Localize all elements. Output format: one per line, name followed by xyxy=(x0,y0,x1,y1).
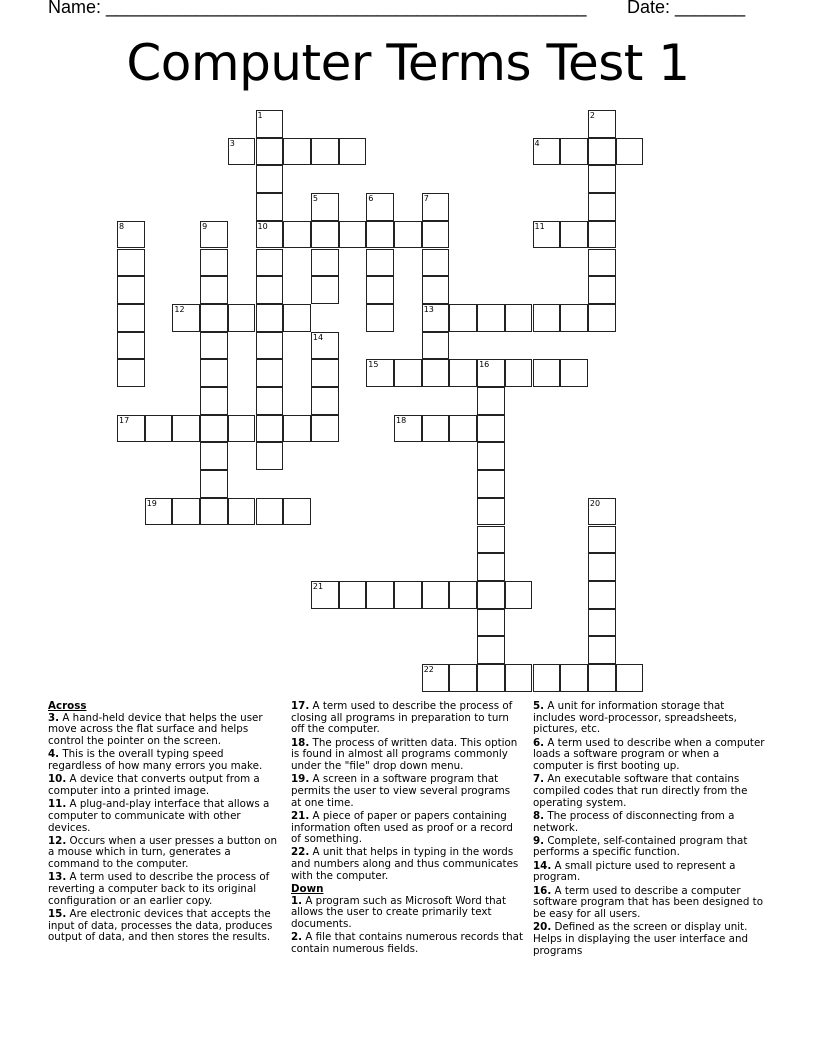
crossword-cell[interactable] xyxy=(117,332,145,360)
crossword-cell[interactable] xyxy=(200,442,228,470)
crossword-cell[interactable] xyxy=(366,304,394,332)
cell-number: 20 xyxy=(589,498,601,508)
page-title: Computer Terms Test 1 xyxy=(126,34,690,92)
crossword-cell[interactable] xyxy=(311,387,339,415)
crossword-cell[interactable] xyxy=(256,221,284,249)
clue-down-14: 14. A small picture used to represent a program. xyxy=(533,859,736,884)
clue-across-4: 4. This is the overall typing speed regardless of how many errors you make. xyxy=(48,748,263,773)
clue-across-15: 15. Are electronic devices that accepts the input of data, processes the data, produces output of data, and then stores the results. xyxy=(48,907,273,944)
crossword-cell[interactable] xyxy=(311,359,339,387)
clue-across-3: 3. A hand-held device that helps the user move across the flat surface and helps control the pointer on the screen. xyxy=(48,711,263,748)
down-heading: Down xyxy=(291,883,324,896)
crossword-cell[interactable] xyxy=(311,193,339,221)
cell-number: 14 xyxy=(312,332,324,342)
crossword-cell[interactable] xyxy=(172,415,200,443)
clues-column-2 xyxy=(291,701,523,957)
crossword-cell[interactable] xyxy=(172,304,200,332)
crossword-cell[interactable] xyxy=(477,498,505,526)
crossword-cell[interactable] xyxy=(422,249,450,277)
crossword-cell[interactable] xyxy=(449,664,477,692)
clue-across-18: 18. The process of written data. This option is found in almost all programs commonly under the "file" drop down menu. xyxy=(291,736,518,773)
crossword-cell[interactable] xyxy=(422,332,450,360)
crossword-cell[interactable] xyxy=(449,359,477,387)
crossword-cell[interactable] xyxy=(311,221,339,249)
cell-number: 22 xyxy=(423,665,434,674)
clue-across-17: 17. A term used to describe the process of closing all programs in preparation to turn off the computer. xyxy=(291,700,513,736)
clue-down-5: 5. A unit for information storage that includes word-processor, spreadsheets, pictures, etc. xyxy=(533,700,737,736)
crossword-cell[interactable] xyxy=(311,415,339,443)
crossword-cell[interactable] xyxy=(339,581,367,609)
crossword-cell[interactable] xyxy=(256,442,284,470)
cell-number: 2 xyxy=(589,111,595,120)
crossword-cell[interactable] xyxy=(256,387,284,415)
crossword-cell[interactable] xyxy=(422,221,450,249)
crossword-cell[interactable] xyxy=(449,304,477,332)
crossword-cell[interactable] xyxy=(560,359,588,387)
crossword-cell[interactable] xyxy=(449,581,477,609)
crossword-cell[interactable] xyxy=(588,636,616,664)
crossword-cell[interactable] xyxy=(283,304,311,332)
crossword-cell[interactable] xyxy=(477,553,505,581)
clue-down-6: 6. A term used to describe when a computer loads a software program or when a computer is first booting up. xyxy=(533,736,765,773)
cell-number: 13 xyxy=(423,304,434,314)
crossword-cell[interactable] xyxy=(117,359,145,387)
crossword-cell[interactable] xyxy=(505,359,533,387)
crossword-cell[interactable] xyxy=(117,276,145,304)
crossword-cell[interactable] xyxy=(200,304,228,332)
cell-number: 7 xyxy=(423,194,429,204)
across-heading: Across xyxy=(48,700,87,712)
crossword-cell[interactable] xyxy=(477,664,505,692)
crossword-cell[interactable] xyxy=(477,387,505,415)
crossword-cell[interactable] xyxy=(588,110,616,138)
crossword-cell[interactable] xyxy=(449,415,477,443)
crossword-cell[interactable] xyxy=(228,304,256,332)
crossword-cell[interactable] xyxy=(172,498,200,526)
crossword-cell[interactable] xyxy=(256,193,284,221)
crossword-cell[interactable] xyxy=(117,221,145,249)
crossword-cell[interactable] xyxy=(533,359,561,387)
crossword-cell[interactable] xyxy=(228,498,256,526)
crossword-cell[interactable] xyxy=(366,221,394,249)
cell-number: 3 xyxy=(229,138,235,148)
clue-across-21: 21. A piece of paper or papers containing information often used as proof or a record of something. xyxy=(291,809,513,846)
crossword-cell[interactable] xyxy=(422,581,450,609)
crossword-cell[interactable] xyxy=(477,470,505,498)
crossword-cell[interactable] xyxy=(588,581,616,609)
crossword-cell[interactable] xyxy=(560,304,588,332)
crossword-cell[interactable] xyxy=(588,526,616,554)
crossword-cell[interactable] xyxy=(505,304,533,332)
crossword-cell[interactable] xyxy=(477,609,505,637)
crossword-cell[interactable] xyxy=(311,138,339,166)
crossword-cell[interactable] xyxy=(394,359,422,387)
crossword-cell[interactable] xyxy=(339,138,367,166)
cell-number: 18 xyxy=(396,415,407,425)
crossword-cell[interactable] xyxy=(200,470,228,498)
clue-across-22: 22. A unit that helps in typing in the words and numbers along and thus communicates with the computer. xyxy=(291,846,519,882)
clues-column-1 xyxy=(48,701,278,946)
crossword-cell[interactable] xyxy=(477,415,505,443)
clues-column-3 xyxy=(533,701,765,959)
crossword-cell[interactable] xyxy=(200,249,228,277)
cell-number: 1 xyxy=(257,111,263,120)
clue-down-16: 16. A term used to describe a computer software program that has been designed to be easy for all users. xyxy=(533,884,764,920)
crossword-cell[interactable] xyxy=(394,415,422,443)
clue-across-10: 10. A device that converts output from a computer into a printed image. xyxy=(48,773,260,797)
crossword-cell[interactable] xyxy=(588,249,616,277)
clue-down-20: 20. Defined as the screen or display unit. Helps in displaying the user interface and programs xyxy=(533,921,749,957)
cell-number: 11 xyxy=(534,221,545,231)
crossword-cell[interactable] xyxy=(560,221,588,249)
cell-number: 5 xyxy=(312,194,318,204)
cell-number: 9 xyxy=(202,221,208,231)
crossword-cell[interactable] xyxy=(311,581,339,609)
clue-across-11: 11. A plug-and-play interface that allows a computer to communicate with other devices. xyxy=(48,798,270,834)
crossword-cell[interactable] xyxy=(533,221,561,249)
crossword-cell[interactable] xyxy=(560,664,588,692)
clue-down-9: 9. Complete, self-contained program that performs a specific function. xyxy=(533,834,748,859)
crossword-cell[interactable] xyxy=(588,498,616,526)
crossword-cell[interactable] xyxy=(588,193,616,221)
crossword-cell[interactable] xyxy=(200,415,228,443)
crossword-cell[interactable] xyxy=(145,498,173,526)
crossword-cell[interactable] xyxy=(256,165,284,193)
cell-number: 21 xyxy=(312,581,324,591)
crossword-cell[interactable] xyxy=(311,276,339,304)
crossword-cell[interactable] xyxy=(145,415,173,443)
crossword-cell[interactable] xyxy=(477,526,505,554)
crossword-cell[interactable] xyxy=(505,581,533,609)
crossword-cell[interactable] xyxy=(366,359,394,387)
date-field-label: Date: _______ xyxy=(627,0,746,17)
crossword-cell[interactable] xyxy=(256,359,284,387)
crossword-cell[interactable] xyxy=(283,415,311,443)
crossword-cell[interactable] xyxy=(560,138,588,166)
crossword-cell[interactable] xyxy=(588,221,616,249)
clue-down-7: 7. An executable software that contains compiled codes that run directly from the operating system. xyxy=(533,773,748,809)
crossword-cell[interactable] xyxy=(117,304,145,332)
crossword-cell[interactable] xyxy=(283,498,311,526)
crossword-cell[interactable] xyxy=(533,138,561,166)
crossword-cell[interactable] xyxy=(394,221,422,249)
crossword-cell[interactable] xyxy=(422,304,450,332)
crossword-cell[interactable] xyxy=(228,138,256,166)
crossword-cell[interactable] xyxy=(366,276,394,304)
crossword-cell[interactable] xyxy=(256,249,284,277)
crossword-cell[interactable] xyxy=(311,332,339,360)
crossword-cell[interactable] xyxy=(394,581,422,609)
crossword-cell[interactable] xyxy=(200,387,228,415)
crossword-cell[interactable] xyxy=(311,249,339,277)
crossword-cell[interactable] xyxy=(117,415,145,443)
crossword-cell[interactable] xyxy=(117,249,145,277)
crossword-cell[interactable] xyxy=(256,332,284,360)
crossword-cell[interactable] xyxy=(366,581,394,609)
cell-number: 4 xyxy=(534,138,540,148)
crossword-cell[interactable] xyxy=(422,664,450,692)
clue-down-8: 8. The process of disconnecting from a network. xyxy=(533,809,735,834)
name-field-label: Name: ________________________________________________ xyxy=(48,0,587,17)
clue-across-19: 19. A screen in a software program that permits the user to view several programs at one time. xyxy=(291,773,511,809)
cell-number: 12 xyxy=(174,304,185,314)
crossword-cell[interactable] xyxy=(256,138,284,166)
crossword-cell[interactable] xyxy=(505,664,533,692)
crossword-cell[interactable] xyxy=(256,304,284,332)
crossword-cell[interactable] xyxy=(588,664,616,692)
cell-number: 10 xyxy=(257,221,268,231)
crossword-cell[interactable] xyxy=(228,415,256,443)
crossword-cell[interactable] xyxy=(256,415,284,443)
crossword-cell[interactable] xyxy=(588,165,616,193)
crossword-cell[interactable] xyxy=(366,193,394,221)
crossword-cell[interactable] xyxy=(422,276,450,304)
crossword-cell[interactable] xyxy=(200,276,228,304)
crossword-cell[interactable] xyxy=(283,138,311,166)
cell-number: 19 xyxy=(146,498,157,508)
crossword-cell[interactable] xyxy=(477,359,505,387)
cell-number: 8 xyxy=(119,221,125,231)
crossword-cell[interactable] xyxy=(422,359,450,387)
crossword-cell[interactable] xyxy=(283,221,311,249)
crossword-cell[interactable] xyxy=(588,609,616,637)
crossword-cell[interactable] xyxy=(422,415,450,443)
crossword-cell[interactable] xyxy=(477,636,505,664)
crossword-cell[interactable] xyxy=(588,553,616,581)
crossword-cell[interactable] xyxy=(533,664,561,692)
crossword-cell[interactable] xyxy=(616,138,644,166)
clue-across-12: 12. Occurs when a user presses a button on a mouse which in turn, generates a command to the computer. xyxy=(48,834,277,871)
crossword-cell[interactable] xyxy=(366,249,394,277)
crossword-cell[interactable] xyxy=(200,221,228,249)
crossword-cell[interactable] xyxy=(588,304,616,332)
crossword-cell[interactable] xyxy=(200,498,228,526)
crossword-cell[interactable] xyxy=(256,110,284,138)
crossword-cell[interactable] xyxy=(588,138,616,166)
crossword-cell[interactable] xyxy=(477,442,505,470)
crossword-cell[interactable] xyxy=(256,498,284,526)
crossword-cell[interactable] xyxy=(339,221,367,249)
cell-number: 6 xyxy=(368,194,374,204)
crossword-cell[interactable] xyxy=(422,193,450,221)
crossword-cell[interactable] xyxy=(200,332,228,360)
crossword-cell[interactable] xyxy=(477,581,505,609)
clue-across-13: 13. A term used to describe the process of reverting a computer back to its original configuration or an earlier copy. xyxy=(48,871,270,907)
crossword-cell[interactable] xyxy=(588,276,616,304)
cell-number: 17 xyxy=(119,415,130,425)
crossword-cell[interactable] xyxy=(616,664,644,692)
crossword-cell[interactable] xyxy=(477,304,505,332)
crossword-cell[interactable] xyxy=(533,304,561,332)
cell-number: 16 xyxy=(479,360,490,370)
clue-down-2: 2. A file that contains numerous records that contain numerous fields. xyxy=(291,931,524,956)
crossword-cell[interactable] xyxy=(256,276,284,304)
cell-number: 15 xyxy=(368,360,379,370)
clue-down-1: 1. A program such as Microsoft Word that allows the user to create primarily text documents. xyxy=(291,894,506,931)
crossword-cell[interactable] xyxy=(200,359,228,387)
